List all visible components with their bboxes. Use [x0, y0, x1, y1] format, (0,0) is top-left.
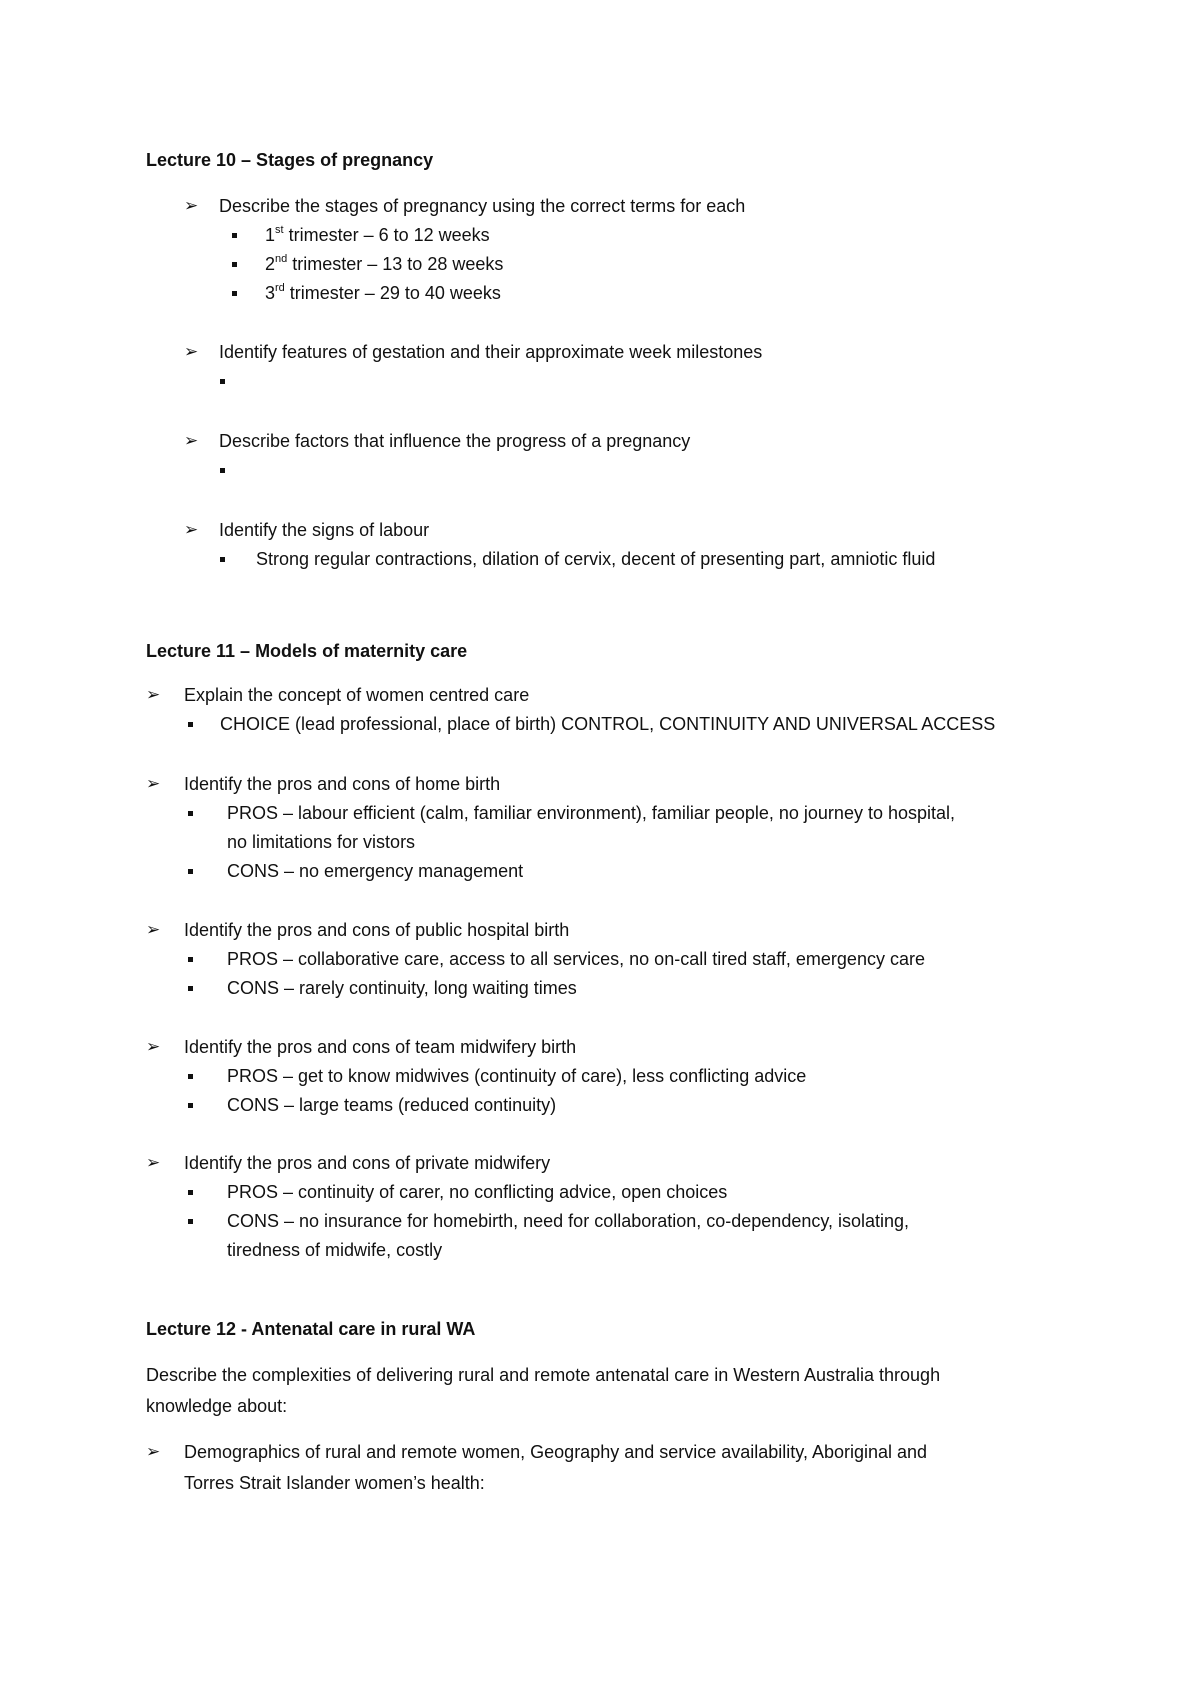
arrow-bullet-icon: ➢ [146, 685, 161, 704]
labour-signs: Strong regular contractions, dilation of cervix, decent of presenting part, amniotic fluid [256, 549, 936, 569]
lecture10-item-labour: Identify the signs of labour [219, 520, 430, 540]
lecture12-item: Demographics of rural and remote women, Geography and service availability, Aboriginal and [184, 1442, 928, 1462]
square-bullet-icon [188, 869, 193, 874]
trimester-1: 1st trimester – 6 to 12 weeks [265, 224, 490, 245]
trimester-2: 2nd trimester – 13 to 28 weeks [265, 253, 504, 274]
square-bullet-icon [188, 1074, 193, 1079]
square-bullet-icon [188, 1219, 193, 1224]
square-bullet-icon [188, 1103, 193, 1108]
square-bullet-icon [220, 468, 225, 473]
arrow-bullet-icon: ➢ [146, 920, 161, 939]
team-midwifery-pros: PROS – get to know midwives (continuity of care), less conflicting advice [227, 1066, 807, 1086]
lecture12-intro-cont: knowledge about: [146, 1396, 288, 1416]
lecture10-item-stages: Describe the stages of pregnancy using the correct terms for each [219, 196, 746, 216]
square-bullet-icon [220, 557, 225, 562]
lecture11-heading: Lecture 11 – Models of maternity care [146, 641, 468, 661]
private-midwifery-title: Identify the pros and cons of private midwifery [184, 1153, 551, 1173]
lecture10-item-factors: Describe factors that influence the progress of a pregnancy [219, 431, 691, 451]
square-bullet-icon [232, 262, 237, 267]
lecture12-item-cont: Torres Strait Islander women’s health: [184, 1473, 485, 1493]
arrow-bullet-icon: ➢ [184, 431, 199, 450]
arrow-bullet-icon: ➢ [146, 1037, 161, 1056]
square-bullet-icon [188, 1190, 193, 1195]
private-midwifery-pros: PROS – continuity of carer, no conflicting advice, open choices [227, 1182, 728, 1202]
team-midwifery-title: Identify the pros and cons of team midwifery birth [184, 1037, 577, 1057]
arrow-bullet-icon: ➢ [146, 1153, 161, 1172]
public-hospital-pros: PROS – collaborative care, access to all services, no on-call tired staff, emergency care [227, 949, 925, 969]
square-bullet-icon [188, 722, 193, 727]
women-centred-point: CHOICE (lead professional, place of birth) CONTROL, CONTINUITY AND UNIVERSAL ACCESS [220, 714, 996, 734]
private-midwifery-cons-cont: tiredness of midwife, costly [227, 1240, 443, 1260]
square-bullet-icon [188, 986, 193, 991]
trimester-3: 3rd trimester – 29 to 40 weeks [265, 282, 501, 303]
team-midwifery-cons: CONS – large teams (reduced continuity) [227, 1095, 557, 1115]
public-hospital-cons: CONS – rarely continuity, long waiting times [227, 978, 577, 998]
private-midwifery-cons: CONS – no insurance for homebirth, need for collaboration, co-dependency, isolating, [227, 1211, 910, 1231]
arrow-bullet-icon: ➢ [184, 342, 199, 361]
lecture12-intro: Describe the complexities of delivering rural and remote antenatal care in Western Australia through [146, 1365, 941, 1385]
home-birth-title: Identify the pros and cons of home birth [184, 774, 501, 794]
lecture12-heading: Lecture 12 - Antenatal care in rural WA [146, 1319, 476, 1339]
women-centred-title: Explain the concept of women centred care [184, 685, 530, 705]
public-hospital-title: Identify the pros and cons of public hospital birth [184, 920, 570, 940]
home-birth-cons: CONS – no emergency management [227, 861, 524, 881]
arrow-bullet-icon: ➢ [146, 774, 161, 793]
lecture10-item-gestation: Identify features of gestation and their approximate week milestones [219, 342, 763, 362]
arrow-bullet-icon: ➢ [184, 520, 199, 539]
home-birth-pros-cont: no limitations for vistors [227, 832, 416, 852]
square-bullet-icon [232, 233, 237, 238]
home-birth-pros: PROS – labour efficient (calm, familiar environment), familiar people, no journey to hospital, [227, 803, 956, 823]
square-bullet-icon [220, 379, 225, 384]
square-bullet-icon [188, 957, 193, 962]
arrow-bullet-icon: ➢ [184, 196, 199, 215]
arrow-bullet-icon: ➢ [146, 1442, 161, 1461]
square-bullet-icon [232, 291, 237, 296]
lecture10-heading: Lecture 10 – Stages of pregnancy [146, 150, 434, 170]
square-bullet-icon [188, 811, 193, 816]
